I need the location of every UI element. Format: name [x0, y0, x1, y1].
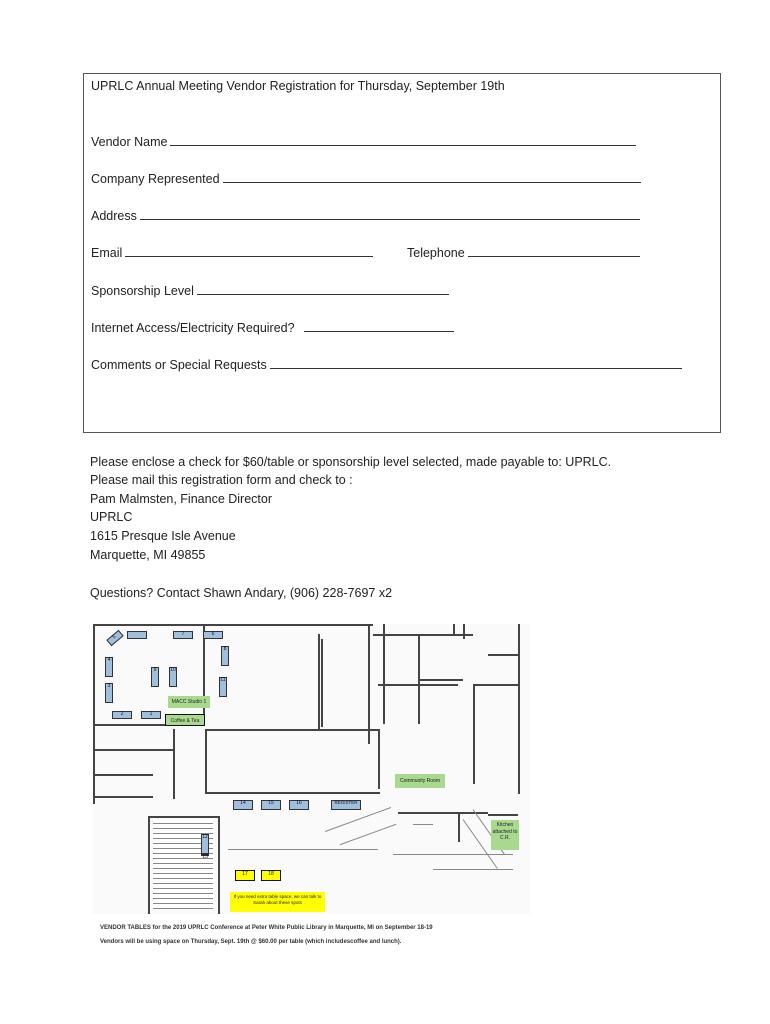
mail-instruction: Please mail this registration form and check to :	[90, 473, 353, 487]
kitchen-label: Kitchen attached to C.R.	[491, 820, 519, 850]
table-5: 5	[106, 630, 123, 646]
floor-plan	[93, 624, 530, 914]
address-blank[interactable]	[140, 209, 640, 220]
comments-label: Comments or Special Requests	[91, 358, 267, 372]
table-3: 3	[105, 683, 113, 703]
internet-field[interactable]	[91, 321, 454, 335]
telephone-blank[interactable]	[468, 246, 640, 257]
sponsorship-label: Sponsorship Level	[91, 284, 194, 298]
table-14: 14	[233, 800, 253, 810]
internet-blank[interactable]	[304, 321, 454, 332]
table-8: 8	[221, 646, 229, 666]
table-4: 4	[105, 657, 113, 677]
internet-label: Internet Access/Electricity Required?	[91, 321, 295, 335]
form-title: UPRLC Annual Meeting Vendor Registration for Thursday, September 19th	[91, 79, 505, 93]
registration-form	[83, 73, 721, 433]
telephone-label: Telephone	[407, 246, 465, 260]
comments-field[interactable]	[91, 358, 682, 372]
payment-instruction: Please enclose a check for $60/table or sponsorship level selected, made payable to: UPRLC.	[90, 455, 612, 469]
table-15: 15	[261, 800, 281, 810]
sponsorship-field[interactable]	[91, 284, 449, 298]
table-16: 16	[289, 800, 309, 810]
register-table: REGISTER	[331, 800, 361, 810]
city-state-zip: Marquette, MI 49855	[90, 548, 206, 562]
community-room-label: Community Room	[395, 774, 445, 788]
floorplan-caption-2: Vendors will be using space on Thursday, Sept. 19th @ $60.00 per table (which includescoffee and lunch).	[100, 939, 402, 945]
email-blank[interactable]	[125, 246, 373, 257]
floorplan-caption-1: VENDOR TABLES for the 2019 UPRLC Conference at Peter White Public Library in Marquette, MI on September 18-19	[100, 925, 433, 931]
org-name: UPRLC	[90, 510, 133, 524]
company-label: Company Represented	[91, 172, 220, 186]
table-1: 1	[141, 711, 161, 719]
comments-blank[interactable]	[270, 358, 682, 369]
street-address: 1615 Presque Isle Avenue	[90, 529, 236, 543]
table-6: 6	[203, 631, 223, 639]
table-2: 2	[112, 711, 132, 719]
macc-studio-label: MACC Studio 1	[168, 696, 210, 708]
table-17: 17	[235, 870, 255, 881]
table-11: 11	[219, 677, 227, 697]
address-field[interactable]	[91, 209, 640, 223]
table-12: 12	[201, 834, 209, 854]
email-field[interactable]	[91, 246, 373, 260]
extra-space-note: If you need extra table space, we can talk to Sarah about these spots	[230, 892, 325, 912]
contact-name: Pam Malmsten, Finance Director	[90, 492, 273, 506]
table-13: 13	[202, 854, 208, 860]
table-5b	[127, 631, 147, 639]
questions-contact: Questions? Contact Shawn Andary, (906) 228-7697 x2	[90, 586, 393, 600]
company-field[interactable]	[91, 172, 641, 186]
telephone-field[interactable]	[407, 246, 640, 260]
coffee-tea-label: Coffee & Tea	[165, 714, 205, 726]
table-10: 10	[169, 667, 177, 687]
vendor-name-blank[interactable]	[170, 135, 636, 146]
table-18: 18	[261, 870, 281, 881]
vendor-name-label: Vendor Name	[91, 135, 168, 149]
email-label: Email	[91, 246, 123, 260]
sponsorship-blank[interactable]	[197, 284, 449, 295]
vendor-name-field[interactable]	[91, 135, 636, 149]
table-9: 9	[151, 667, 159, 687]
address-label: Address	[91, 209, 137, 223]
company-blank[interactable]	[223, 172, 641, 183]
table-7: 7	[173, 631, 193, 639]
